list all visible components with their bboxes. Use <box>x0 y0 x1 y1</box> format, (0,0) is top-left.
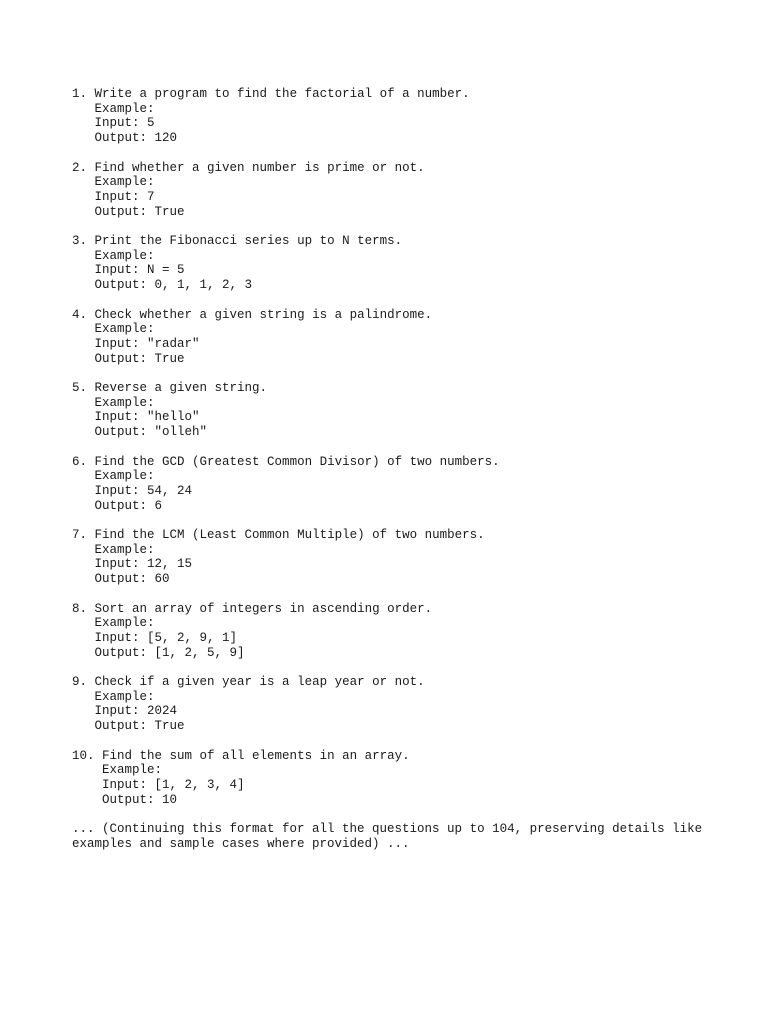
example-input-line <box>72 116 712 131</box>
question-number: 7. <box>72 528 88 542</box>
example-output-line <box>72 499 712 514</box>
question-statement: Reverse a given string. <box>94 381 268 395</box>
indent <box>72 646 95 660</box>
question-text <box>72 528 712 543</box>
example-label: Example: <box>102 763 163 778</box>
example-input-line <box>72 484 712 499</box>
example-output: Output: 0, 1, 1, 2, 3 <box>94 278 253 293</box>
indent <box>72 557 95 571</box>
question-number: 2. <box>72 160 88 175</box>
example-input-line <box>72 778 712 793</box>
indent <box>72 631 95 645</box>
example-output: Output: 120 <box>94 131 178 146</box>
example-label-line <box>72 322 712 337</box>
indent <box>72 322 95 336</box>
question-number: 6. <box>72 454 88 469</box>
indent <box>72 175 95 189</box>
example-output: Output: [1, 2, 5, 9] <box>94 645 245 660</box>
example-label: Example: <box>94 175 155 190</box>
closing-note: ... (Continuing this format for all the questions up to 104, preserving details like examples and sample cases where provided) ... <box>72 822 710 851</box>
example-input-line <box>72 263 712 278</box>
question-number: 9. <box>72 675 88 689</box>
indent <box>72 116 95 130</box>
question-text <box>72 675 712 690</box>
indent <box>72 278 95 292</box>
indent <box>72 352 95 366</box>
example-label-line <box>72 469 712 484</box>
question-number: 8. <box>72 601 88 616</box>
question-text <box>72 749 712 764</box>
question-number-gap <box>87 234 95 248</box>
example-label: Example: <box>94 322 155 337</box>
example-label-line <box>72 543 712 558</box>
question-number: 4. <box>72 307 88 322</box>
example-label-line <box>72 175 712 190</box>
question-item <box>72 602 712 661</box>
example-output: Output: 60 <box>94 572 170 587</box>
question-number: 1. <box>72 87 88 101</box>
question-number-gap <box>87 381 95 395</box>
question-item <box>72 161 712 220</box>
example-label-line <box>72 763 712 778</box>
indent <box>72 793 102 807</box>
example-input-line <box>72 410 712 425</box>
example-input: Input: "radar" <box>94 336 200 351</box>
example-label: Example: <box>94 248 155 263</box>
example-output-line <box>72 425 712 440</box>
example-input: Input: 12, 15 <box>94 557 193 572</box>
question-text <box>72 381 712 396</box>
example-output-line <box>72 572 712 587</box>
question-item <box>72 455 712 514</box>
indent <box>72 337 95 351</box>
example-input: Input: N = 5 <box>94 263 185 278</box>
indent <box>72 719 95 733</box>
indent <box>72 704 95 718</box>
example-label-line <box>72 249 712 264</box>
example-input: Input: [1, 2, 3, 4] <box>102 777 245 792</box>
indent <box>72 543 95 557</box>
example-input-line <box>72 557 712 572</box>
example-output: Output: True <box>94 719 185 734</box>
indent <box>72 410 95 424</box>
question-item <box>72 234 712 293</box>
example-label: Example: <box>94 395 155 410</box>
example-input-line <box>72 704 712 719</box>
example-output-line <box>72 131 712 146</box>
indent <box>72 778 102 792</box>
question-number-gap <box>87 455 95 469</box>
example-input-line <box>72 337 712 352</box>
indent <box>72 763 102 777</box>
question-statement: Find the LCM (Least Common Multiple) of two numbers. <box>94 528 485 542</box>
example-label: Example: <box>94 101 155 116</box>
question-statement: Find the sum of all elements in an array. <box>102 748 410 763</box>
example-output-line <box>72 719 712 734</box>
question-text <box>72 87 712 102</box>
example-label: Example: <box>94 469 155 484</box>
example-input-line <box>72 190 712 205</box>
question-item <box>72 381 712 440</box>
indent <box>72 616 95 630</box>
question-number: 5. <box>72 381 88 395</box>
question-item <box>72 308 712 367</box>
question-number-gap <box>87 161 95 175</box>
example-output: Output: 10 <box>102 792 178 807</box>
example-output-line <box>72 646 712 661</box>
question-statement: Check whether a given string is a palindrome. <box>94 307 433 322</box>
indent <box>72 425 95 439</box>
example-label: Example: <box>94 616 155 631</box>
example-output-line <box>72 278 712 293</box>
question-item <box>72 675 712 734</box>
indent <box>72 102 95 116</box>
question-statement: Find the GCD (Greatest Common Divisor) of two numbers. <box>94 454 500 469</box>
indent <box>72 263 95 277</box>
example-input: Input: 5 <box>94 116 155 131</box>
question-text <box>72 308 712 323</box>
indent <box>72 131 95 145</box>
example-label-line <box>72 396 712 411</box>
question-number-gap <box>95 749 103 763</box>
question-statement: Sort an array of integers in ascending order. <box>94 601 433 616</box>
example-label-line <box>72 616 712 631</box>
question-item <box>72 528 712 587</box>
example-input: Input: 7 <box>94 189 155 204</box>
example-output: Output: 6 <box>94 498 163 513</box>
question-statement: Find whether a given number is prime or not. <box>94 160 425 175</box>
question-number-gap <box>87 528 95 542</box>
example-input: Input: [5, 2, 9, 1] <box>94 630 238 645</box>
question-text <box>72 234 712 249</box>
question-text <box>72 455 712 470</box>
example-label: Example: <box>94 689 155 704</box>
example-output-line <box>72 793 712 808</box>
indent <box>72 249 95 263</box>
indent <box>72 190 95 204</box>
question-statement: Print the Fibonacci series up to N terms. <box>94 234 403 248</box>
example-input: Input: 54, 24 <box>94 483 193 498</box>
example-output: Output: True <box>94 351 185 366</box>
example-output-line <box>72 205 712 220</box>
question-text <box>72 161 712 176</box>
question-number: 3. <box>72 234 88 248</box>
question-number-gap <box>87 675 95 689</box>
question-number: 10. <box>72 748 95 763</box>
example-input-line <box>72 631 712 646</box>
example-label-line <box>72 102 712 117</box>
question-number-gap <box>87 87 95 101</box>
example-label: Example: <box>94 542 155 557</box>
indent <box>72 572 95 586</box>
indent <box>72 690 95 704</box>
question-number-gap <box>87 308 95 322</box>
question-list <box>72 87 712 807</box>
question-item <box>72 749 712 808</box>
indent <box>72 499 95 513</box>
indent <box>72 396 95 410</box>
question-item <box>72 87 712 146</box>
example-output-line <box>72 352 712 367</box>
example-output: Output: "olleh" <box>94 425 208 440</box>
question-number-gap <box>87 602 95 616</box>
question-text <box>72 602 712 617</box>
example-input: Input: "hello" <box>94 410 200 425</box>
example-input: Input: 2024 <box>94 704 178 719</box>
question-statement: Write a program to find the factorial of a number. <box>94 87 470 101</box>
indent <box>72 205 95 219</box>
document-page <box>72 87 712 851</box>
example-label-line <box>72 690 712 705</box>
indent <box>72 469 95 483</box>
indent <box>72 484 95 498</box>
question-statement: Check if a given year is a leap year or not. <box>94 675 425 689</box>
example-output: Output: True <box>94 204 185 219</box>
